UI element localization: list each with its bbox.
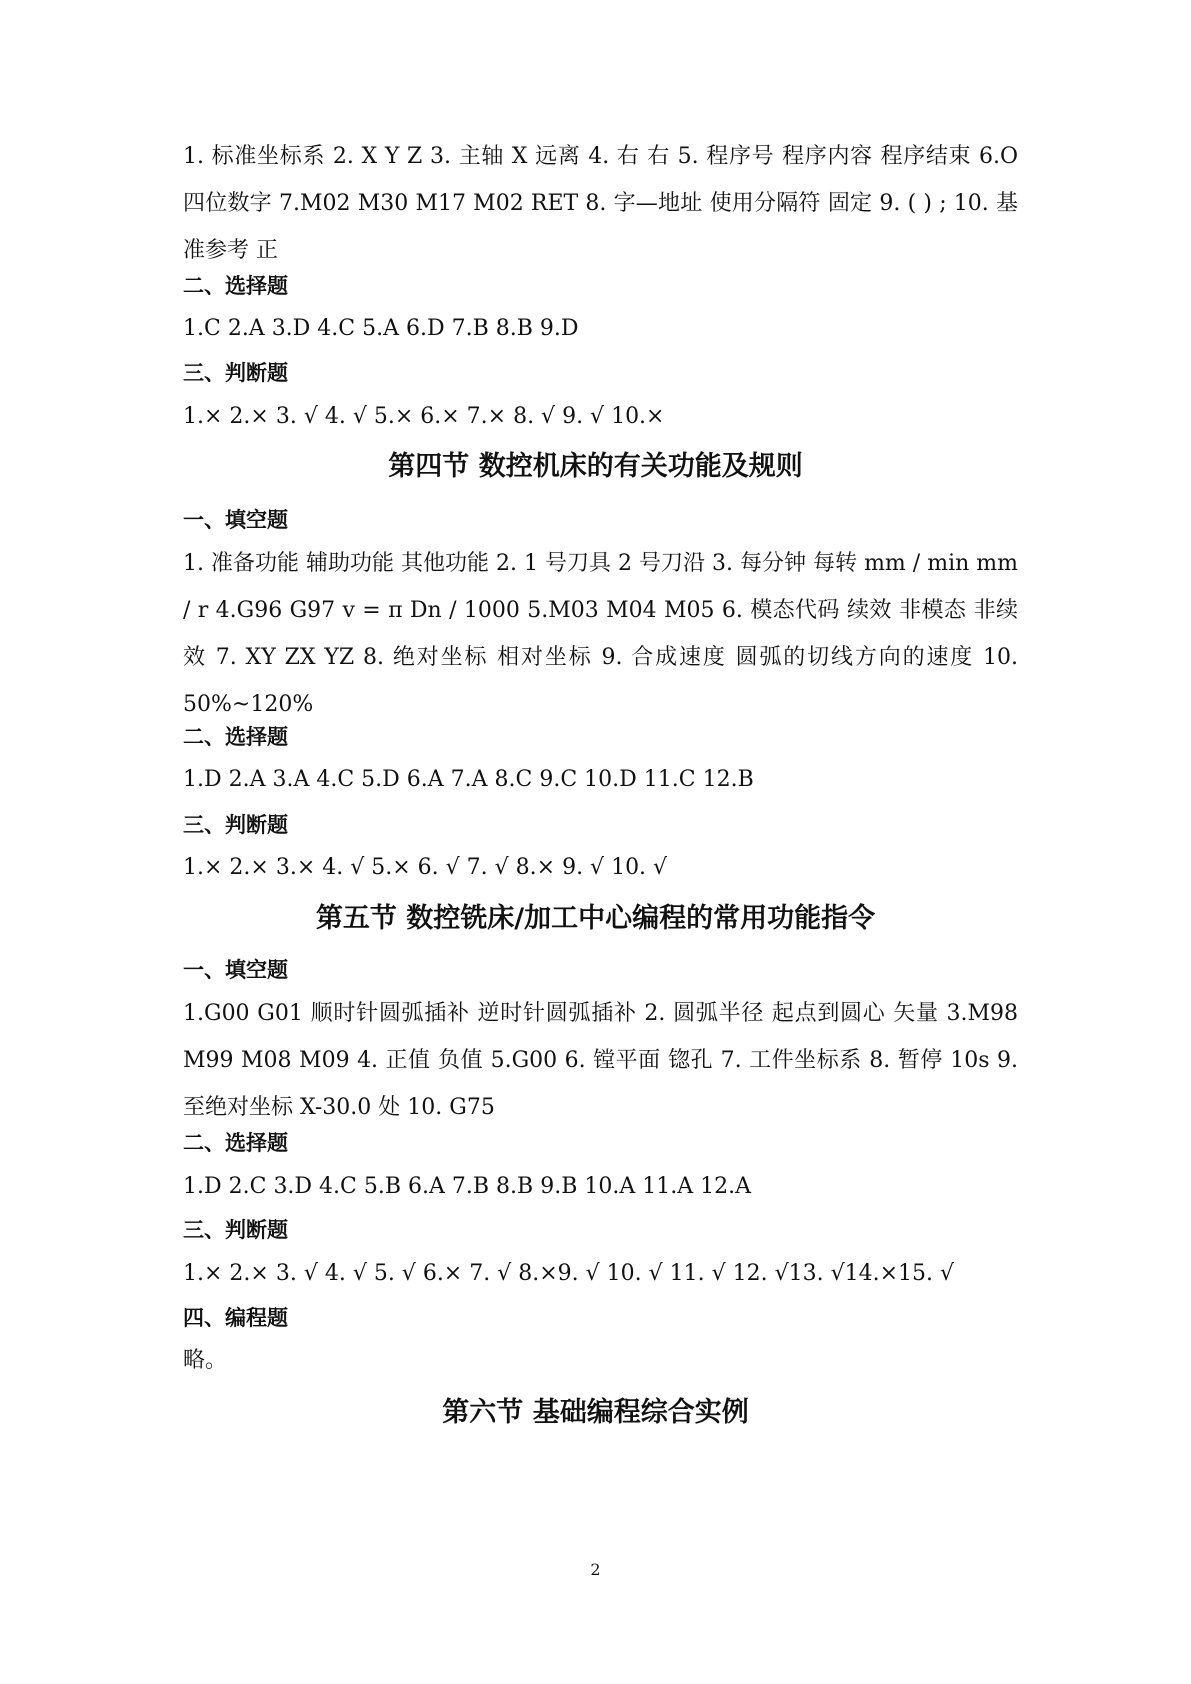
section3-judge-heading: 三、判断题: [183, 361, 288, 385]
section4-fill-heading: 一、填空题: [183, 508, 288, 532]
section5-fill-answers: 1.G00 G01 顺时针圆弧插补 逆时针圆弧插补 2. 圆弧半径 起点到圆心 矢量 3.M98 M99 M08 M09 4. 正值 负值 5.G00 6. 镗平面 锪孔 7. 工件坐标系 8. 暂停 10s 9. 至绝对坐标 X-30.0 处 10. G75: [183, 1001, 1018, 1120]
section5-program-heading: 四、编程题: [183, 1306, 288, 1330]
section6-title: 第六节 基础编程综合实例: [442, 1397, 749, 1428]
section4-fill-answers: 1. 准备功能 辅助功能 其他功能 2. 1 号刀具 2 号刀沿 3. 每分钟 每转 mm / min mm / r 4.G96 G97 v = π Dn / 1000 5.M03 M04 M05 6. 模态代码 续效 非模态 非续效 7. XY ZX YZ 8. 绝对坐标 相对坐标 9. 合成速度 圆弧的切线方向的速度 10. 50%~120%: [183, 551, 1018, 717]
section4-judge-heading: 三、判断题: [183, 813, 288, 837]
section4-choice-heading: 二、选择题: [183, 725, 288, 749]
page-number: 2: [590, 1560, 601, 1579]
section3-judge-answers: 1.× 2.× 3. √ 4. √ 5.× 6.× 7.× 8. √ 9. √ 10.×: [183, 404, 665, 429]
section5-fill-heading: 一、填空题: [183, 958, 288, 982]
section5-judge-answers: 1.× 2.× 3. √ 4. √ 5. √ 6.× 7. √ 8.×9. √ 10. √ 11. √ 12. √13. √14.×15. √: [183, 1261, 955, 1286]
section3-choice-heading: 二、选择题: [183, 274, 288, 298]
section5-choice-heading: 二、选择题: [183, 1131, 288, 1155]
section5-program-answer: 略。: [183, 1348, 228, 1373]
section4-choice-answers: 1.D 2.A 3.A 4.C 5.D 6.A 7.A 8.C 9.C 10.D 11.C 12.B: [183, 767, 754, 792]
section5-choice-answers: 1.D 2.C 3.D 4.C 5.B 6.A 7.B 8.B 9.B 10.A 11.A 12.A: [183, 1174, 751, 1199]
section3-choice-answers: 1.C 2.A 3.D 4.C 5.A 6.D 7.B 8.B 9.D: [183, 316, 579, 341]
section4-title: 第四节 数控机床的有关功能及规则: [388, 451, 803, 482]
section5-title: 第五节 数控铣床/加工中心编程的常用功能指令: [315, 903, 876, 934]
section4-judge-answers: 1.× 2.× 3.× 4. √ 5.× 6. √ 7. √ 8.× 9. √ 10. √: [183, 855, 668, 880]
section3-fill-answers: 1. 标准坐标系 2. X Y Z 3. 主轴 X 远离 4. 右 右 5. 程序号 程序内容 程序结束 6.O 四位数字 7.M02 M30 M17 M02 RET 8. 字—地址 使用分隔符 固定 9. ( ) ; 10. 基准参考 正: [183, 144, 1018, 263]
section5-judge-heading: 三、判断题: [183, 1218, 288, 1242]
